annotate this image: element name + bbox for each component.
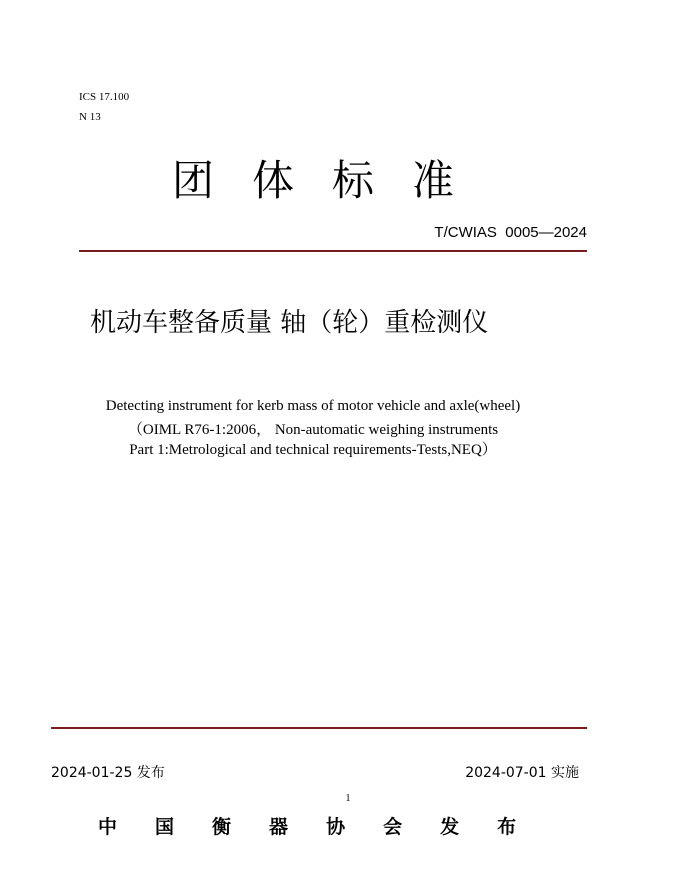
standard-code: T/CWIAS 0005—2024 bbox=[434, 224, 587, 241]
standard-type-char: 准 bbox=[412, 156, 455, 205]
publisher-char: 布 bbox=[497, 816, 517, 838]
page-number: 1 bbox=[345, 793, 351, 804]
standard-type-char: 团 bbox=[172, 156, 215, 205]
title-en-line3: Part 1:Metrological and technical requirements-Tests,NEQ） bbox=[129, 442, 497, 458]
publisher bbox=[98, 812, 516, 839]
publisher-char: 会 bbox=[383, 816, 403, 838]
publisher-char: 中 bbox=[98, 816, 118, 838]
ccs-number: N 13 bbox=[79, 111, 101, 123]
publisher-char: 国 bbox=[155, 816, 175, 838]
publisher-char: 发 bbox=[440, 816, 460, 838]
bottom-divider bbox=[51, 727, 587, 729]
publisher-char: 衡 bbox=[212, 816, 232, 838]
publisher-char: 协 bbox=[326, 816, 346, 838]
standard-type-char: 标 bbox=[332, 156, 375, 205]
top-divider bbox=[79, 250, 587, 252]
issue-date: 2024-01-25 发布 bbox=[51, 765, 165, 781]
standard-type-char: 体 bbox=[252, 156, 295, 205]
standard-type-title bbox=[172, 148, 454, 208]
implement-date: 2024-07-01 实施 bbox=[465, 765, 579, 781]
document-title-cn: 机动车整备质量 轴（轮）重检测仪 bbox=[90, 308, 489, 338]
publisher-char: 器 bbox=[269, 816, 289, 838]
title-en-line2: （OIML R76-1:2006， Non-automatic weighing instruments bbox=[127, 422, 499, 438]
ics-number: ICS 17.100 bbox=[79, 91, 130, 103]
title-en-line1: Detecting instrument for kerb mass of motor vehicle and axle(wheel) bbox=[105, 398, 521, 414]
